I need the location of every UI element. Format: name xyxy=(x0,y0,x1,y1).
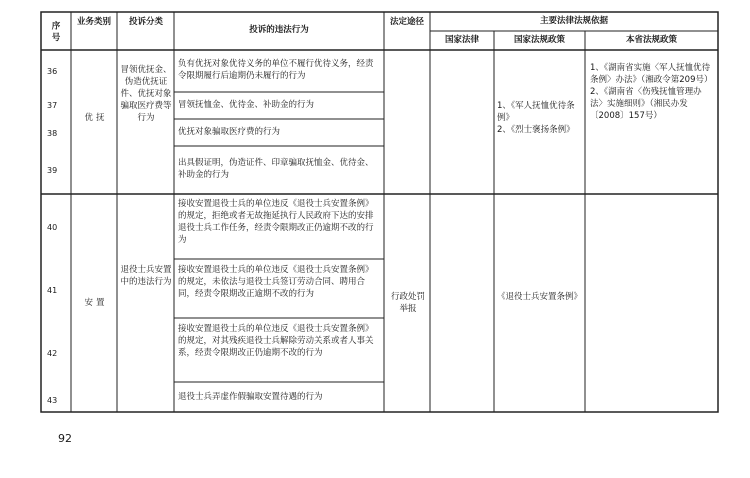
header-legal-channel: 法定途径 xyxy=(389,17,424,27)
row-number: 43 xyxy=(47,396,58,405)
behavior-cell: 接收安置退役士兵的单位违反《退役士兵安置条例》的规定，对其残疾退役士兵解除劳动关系或者人事关系，经责令限期改正仍逾期不改的行为 xyxy=(178,324,374,358)
row-number: 40 xyxy=(47,223,58,232)
behavior-cell: 接收安置退役士兵的单位违反《退役士兵安置条例》的规定，未依法与退役士兵签订劳动合同、聘用合同，经责令限期改正逾期不改的行为 xyxy=(178,265,374,299)
page-number: 92 xyxy=(58,432,72,445)
header-provincial: 本省法规政策 xyxy=(625,35,677,45)
row-number: 42 xyxy=(47,349,58,358)
complaint-type-anzhi: 退役士兵安置中的违法行为 xyxy=(120,265,172,287)
header-behavior: 投诉的违法行为 xyxy=(249,25,309,35)
complaint-type-youfu: 冒领优抚金、伪造优抚证件、优抚对象骗取医疗费等行为 xyxy=(120,65,172,123)
header-national-regs: 国家法规政策 xyxy=(513,35,565,45)
provincial-youfu: 1、《湖南省实施〈军人抚恤优待条例〉办法》（湘政令第209号） 2、《湖南省〈伤残抚恤管理办法〉实施细则》（湘民办发〔2008〕157号） xyxy=(590,63,713,121)
row-number: 36 xyxy=(47,67,58,76)
behavior-cell: 冒领抚恤金、优待金、补助金的行为 xyxy=(178,100,315,110)
category-anzhi: 安置 xyxy=(84,298,108,308)
behavior-cell: 负有优抚对象优待义务的单位不履行优待义务，经责令限期履行后逾期仍未履行的行为 xyxy=(178,59,374,81)
behavior-cell: 优抚对象骗取医疗费的行为 xyxy=(178,127,281,137)
national-regs-anzhi: 《退役士兵安置条例》 xyxy=(497,292,583,302)
header-national-law: 国家法律 xyxy=(444,35,479,45)
national-regs-youfu: 1、《军人抚恤优待条例》 2、《烈士褒扬条例》 xyxy=(497,101,575,135)
category-youfu: 优抚 xyxy=(84,113,108,123)
row-number: 37 xyxy=(47,101,58,110)
behavior-cell: 出具假证明，伪造证件、印章骗取抚恤金、优待金、补助金的行为 xyxy=(178,158,374,180)
row-number: 41 xyxy=(47,286,58,295)
behavior-cell: 接收安置退役士兵的单位违反《退役士兵安置条例》的规定，拒绝或者无故拖延执行人民政府下达的安排退役士兵工作任务，经责令限期改正仍逾期不改的行为 xyxy=(178,199,374,245)
legal-channel-anzhi: 行政处罚举报 xyxy=(390,292,425,314)
behavior-cell: 退役士兵弄虚作假骗取安置待遇的行为 xyxy=(178,392,323,402)
header-laws-group: 主要法律法规依据 xyxy=(539,16,608,26)
row-number: 38 xyxy=(47,129,58,138)
header-category: 业务类别 xyxy=(76,17,111,27)
header-complaint-type: 投诉分类 xyxy=(128,17,163,27)
row-number: 39 xyxy=(47,166,58,175)
header-no: 序号 xyxy=(50,20,60,44)
